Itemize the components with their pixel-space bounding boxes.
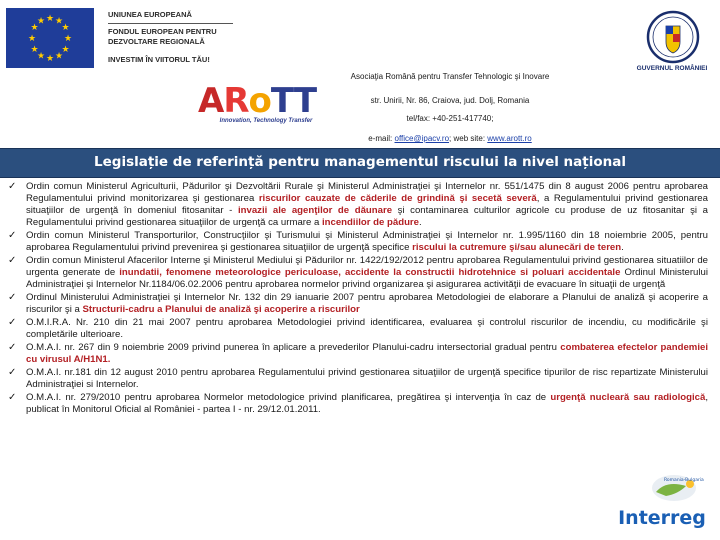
item-text: Ordin comun Ministerul Agriculturii, Pădurilor şi Dezvoltării Rurale şi Ministerul Administraţiei şi Internelor nr. 551/1475 din 8 august 2006 pentru aprobarea Regulamentului privind monitorizarea şi gestionarea <box>26 181 708 204</box>
svg-text:★: ★ <box>45 14 55 24</box>
item-text: Ordinul Ministerului Administraţiei şi Internelor Nr. 132 din 29 ianuarie 2007 pentru aprobarea Metodologiei de elaborare a Planului de analiză şi acoperire a riscurilor şi a <box>26 292 708 315</box>
item-text: Ordinul Ministerului Administraţiei şi Internelor Nr.1184/06.02.2006 pentru aprobarea normelor privind organizarea şi asigurarea activităţii de evacuare în situaţii de urgenţă <box>26 267 708 290</box>
item-text: Ordin comun Ministerul Transporturilor, Construcţiilor şi Turismului şi Ministerul Administraţiei şi Internelor nr. 1.995/1160 din 18 noiembrie 2005, pentru aprobarea Regulamentului privind prevenirea şi gestionarea situaţiilor de urgenţă specifice <box>26 230 708 253</box>
svg-text:★: ★ <box>30 23 39 33</box>
page-title: Legislație de referință pentru managementul riscului la nivel național <box>94 154 626 170</box>
item-text: şi contaminarea culturilor agricole cu produse de uz fitosanitar şi a Regulamentului privind gestionarea situaţiilor de urgenţă ca urmare a <box>26 205 708 228</box>
contact-separator: ; <box>449 134 454 143</box>
checkmark-icon: ✓ <box>8 342 17 353</box>
eu-line1: UNIUNEA EUROPEANĂ <box>108 10 192 19</box>
svg-text:★: ★ <box>36 51 46 62</box>
legislation-item <box>8 342 708 366</box>
legislation-item <box>8 317 708 341</box>
svg-text:★: ★ <box>45 54 55 64</box>
website-label: web site: <box>453 134 488 143</box>
romanian-government-crest-icon <box>642 10 704 64</box>
svg-text:★: ★ <box>54 16 64 27</box>
checkmark-icon: ✓ <box>8 367 17 378</box>
legislation-list <box>8 181 708 417</box>
item-text: O.M.A.I. nr. 267 din 9 noiembrie 2009 privind punerea în aplicare a prevederilor Planului-cadru intersectorial gradual pentru <box>26 342 561 353</box>
item-text: O.M.A.I. nr. 279/2010 pentru aprobarea Normelor metodologice privind planificarea, pregătirea şi intervenţia în caz de <box>26 392 551 403</box>
highlighted-risk: urgenţă nucleară sau radiologică <box>550 392 706 403</box>
item-text: , a Regulamentului privind gestionarea situaţiilor de urgenţă în domeniul fitosanitar - <box>26 193 708 216</box>
interreg-badge: Romania-Bulgaria <box>664 478 704 483</box>
checkmark-icon: ✓ <box>8 392 17 403</box>
checkmark-icon: ✓ <box>8 317 17 328</box>
interreg-wordmark: Interreg <box>618 507 706 529</box>
logo-letter-o: o <box>248 81 271 121</box>
legislation-item <box>8 292 708 316</box>
svg-text:★: ★ <box>61 23 70 33</box>
website-link[interactable]: www.arott.ro <box>487 134 532 143</box>
checkmark-icon: ✓ <box>8 181 17 192</box>
svg-text:★: ★ <box>36 16 46 27</box>
item-text: O.M.I.R.A. Nr. 210 din 21 mai 2007 pentru aprobarea Metodologiei privind identificarea, evaluarea şi controlul riscurilor de incendiu, cu modificările şi completările ulterioare. <box>26 317 708 340</box>
interreg-logo <box>612 472 716 534</box>
legislation-item <box>8 230 708 254</box>
association-telfax: tel/fax: +40-251-417740; <box>406 114 494 123</box>
association-contact <box>300 134 600 143</box>
legislation-item <box>8 392 708 416</box>
highlighted-risk: riscurilor cauzate de căderile de grindină şi secetă severă <box>258 193 537 204</box>
email-link[interactable]: office@ipacv.ro <box>394 134 450 143</box>
logo-letter-a: A <box>198 81 224 121</box>
highlighted-risk: Structurii-cadru a Planului de analiză şi acoperire a riscurilor <box>82 304 360 315</box>
checkmark-icon: ✓ <box>8 255 17 266</box>
item-text: O.M.A.I. nr.181 din 12 august 2010 pentru aprobarea Regulamentului privind gestionarea situaţiilor de urgenţă specifice tipurilor de risc repartizate Ministerului Administraţiei si Internelor. <box>26 367 708 390</box>
highlighted-risk: invazii ale agenţilor de dăunare <box>237 205 393 216</box>
arott-tagline: Innovation, Technology Transfer <box>219 118 313 124</box>
email-label: e-mail: <box>368 134 395 143</box>
legislation-item <box>8 367 708 391</box>
checkmark-icon: ✓ <box>8 292 17 303</box>
checkmark-icon: ✓ <box>8 230 17 241</box>
item-text: . <box>621 242 624 253</box>
eu-line3: DEZVOLTARE REGIONALĂ <box>108 37 205 46</box>
highlighted-risk: incendiilor de pădure <box>321 217 420 228</box>
eu-line2: FONDUL EUROPEAN PENTRU <box>108 27 217 36</box>
eu-fund-text <box>108 10 238 65</box>
association-address: str. Unirii, Nr. 86, Craiova, jud. Dolj, Romania <box>370 96 530 105</box>
logo-letter-t1: T <box>270 81 294 121</box>
eu-flag-icon <box>6 8 94 68</box>
item-text: . <box>419 217 422 228</box>
association-name: Asociaţia Română pentru Transfer Tehnologic şi Inovare <box>350 72 550 81</box>
svg-text:★: ★ <box>61 45 70 55</box>
svg-text:★: ★ <box>54 51 64 62</box>
svg-text:★: ★ <box>30 45 39 55</box>
highlighted-risk: inundatii, fenomene meteorologice periculoase, accidente la constructii hidrotehnice si poluari accidentale <box>119 267 621 278</box>
legislation-item <box>8 255 708 291</box>
logo-letter-t2: T <box>293 81 317 121</box>
highlighted-risk: combaterea efectelor pandemiei cu virusul A/H1N1. <box>26 342 708 365</box>
item-text: Ordin comun Ministerul Afacerilor Interne şi Ministerul Mediului şi Pădurilor nr. 1422/192/2012 pentru aprobarea Regulamentului privind gestionarea situatiilor de urgenta generate de <box>26 255 708 278</box>
svg-text:★: ★ <box>63 34 73 44</box>
government-label: GUVERNUL ROMÂNIEI <box>636 65 708 72</box>
eu-motto: INVESTIM ÎN VIITORUL TĂU! <box>108 55 210 64</box>
legislation-item <box>8 181 708 229</box>
svg-text:★: ★ <box>27 34 37 44</box>
highlighted-risk: riscului la cutremure şi/sau alunecări de teren <box>412 242 622 253</box>
logo-letter-r: R <box>223 81 249 121</box>
item-text: , publicat în Monitorul Oficial al României - partea I - nr. 29/12.01.2011. <box>26 392 708 415</box>
